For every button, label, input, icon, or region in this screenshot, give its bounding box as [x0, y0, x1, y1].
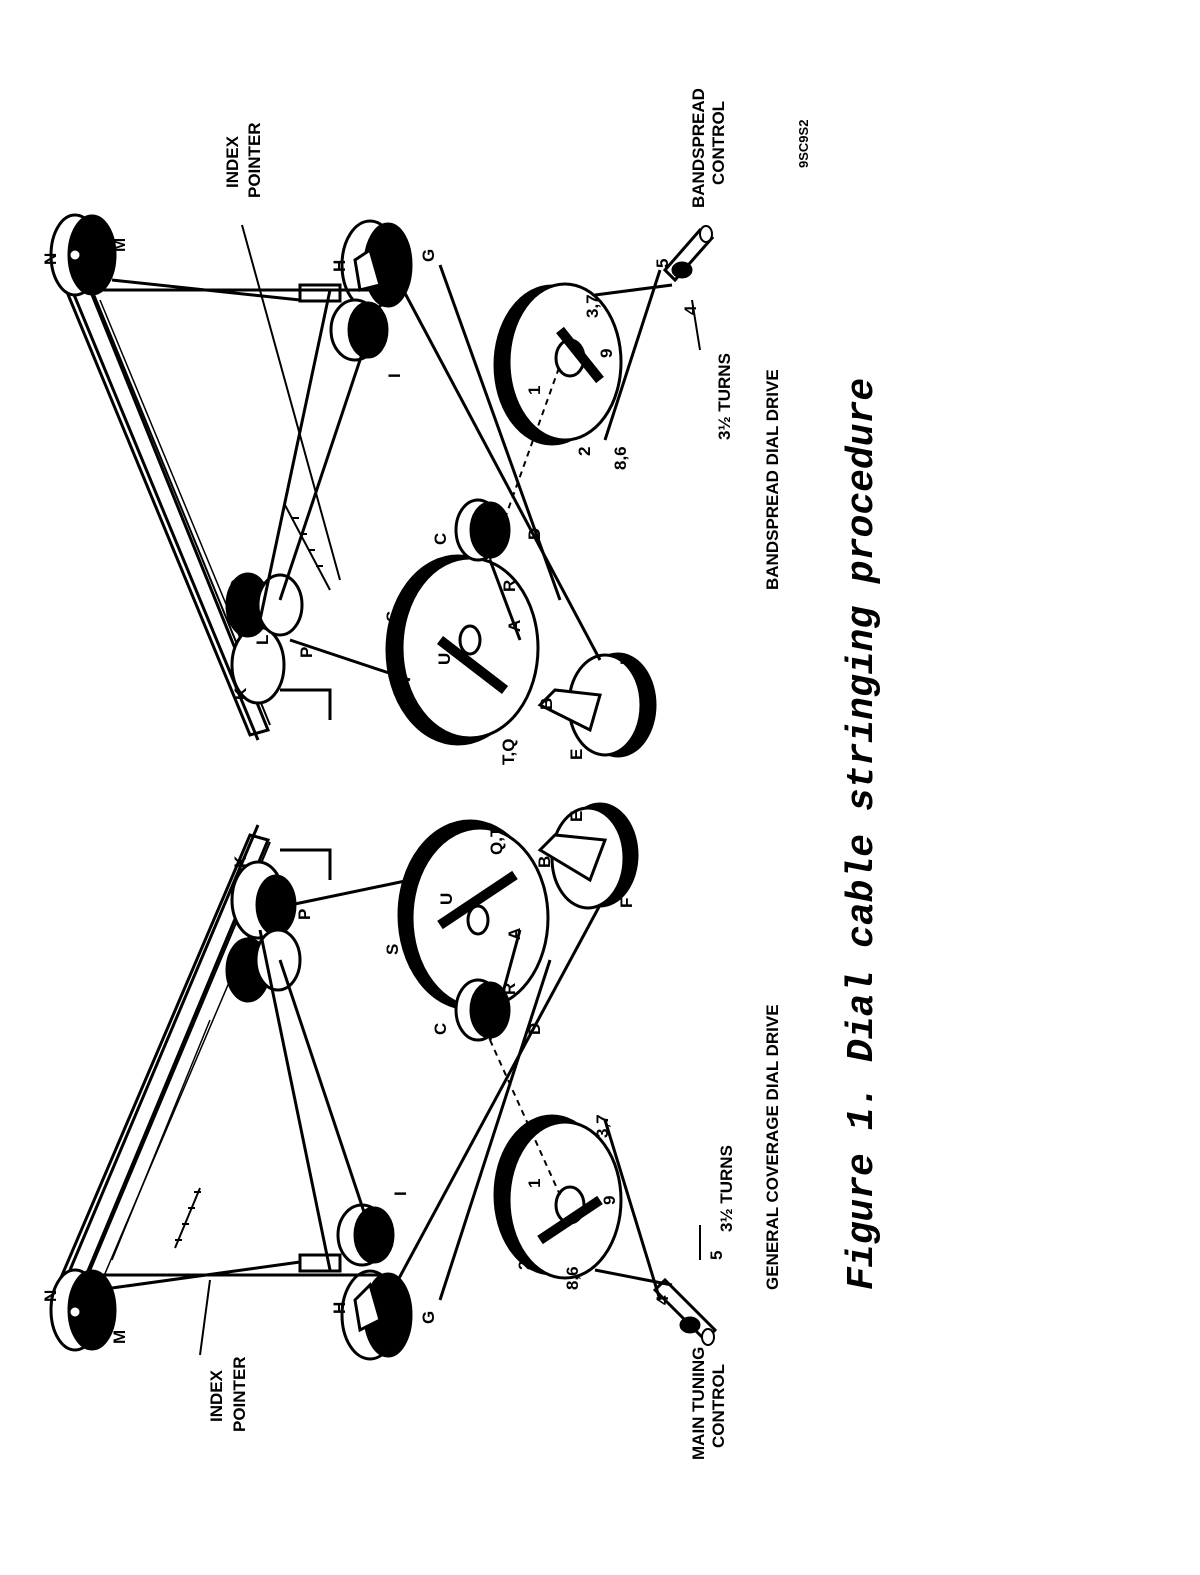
left-pulley-H [300, 1255, 412, 1359]
label-C: C [431, 1022, 450, 1035]
label-4: 4 [653, 1295, 672, 1305]
label-B: B [535, 855, 554, 868]
bandspread-drive [51, 215, 712, 757]
left-diagram-title: GENERAL COVERAGE DIAL DRIVE [763, 1004, 782, 1290]
label-F: F [617, 897, 636, 908]
label-U: U [437, 892, 456, 905]
label-K: K [231, 855, 250, 868]
label-2: 2 [515, 1260, 534, 1270]
label-G-r: G [419, 248, 438, 262]
label-I: I [391, 1191, 410, 1196]
label-86-r: 8,6 [611, 446, 630, 470]
figure-code: 9SC9S2 [796, 119, 811, 168]
label-E-r: E [567, 748, 586, 760]
right-control-1: BANDSPREAD [689, 88, 708, 208]
label-S-r: S [383, 610, 402, 622]
left-control-1: MAIN TUNING [689, 1346, 708, 1460]
label-9: 9 [600, 1195, 619, 1205]
label-P-r: P [297, 646, 316, 658]
left-control-shaft [655, 1280, 715, 1345]
label-37: 3,7 [593, 1114, 612, 1138]
label-TQ-r: T,Q [499, 738, 518, 765]
right-control-shaft [665, 226, 712, 280]
left-index-pointer-1: INDEX [207, 1370, 226, 1422]
label-D: D [525, 1022, 544, 1035]
right-index-pointer-2: POINTER [245, 122, 264, 198]
right-pulley-N [51, 215, 116, 295]
left-pointer-leader [200, 1280, 210, 1355]
left-pulley-N [51, 1270, 116, 1350]
label-L: L [257, 911, 276, 922]
label-C-r: C [431, 532, 450, 545]
right-pulley-C [456, 500, 510, 560]
label-R-r: R [500, 579, 519, 592]
label-J: J [233, 940, 252, 950]
label-I-r: I [385, 373, 404, 378]
label-A-r: A [505, 619, 524, 632]
right-control-2: CONTROL [709, 100, 728, 185]
label-QT: Q,T [487, 826, 506, 855]
label-9-r: 9 [597, 348, 616, 358]
label-J-r: J [227, 612, 246, 622]
label-O-r: O [227, 578, 246, 592]
left-control-2: CONTROL [709, 1363, 728, 1448]
label-L-r: L [253, 634, 272, 645]
right-pulley-H [300, 221, 412, 309]
label-K-r: K [231, 687, 250, 700]
label-H: H [330, 1301, 349, 1314]
right-pulley-E [540, 653, 656, 757]
label-37-r: 3,7 [583, 294, 602, 318]
label-F-r: F [617, 654, 636, 665]
left-index-scale [175, 1188, 201, 1248]
label-1-r: 1 [525, 385, 544, 395]
right-pointer-leader [242, 225, 340, 580]
label-U-r: U [435, 652, 454, 665]
label-A: A [505, 927, 524, 940]
label-D-r: D [525, 527, 544, 540]
label-2-r: 2 [575, 446, 594, 456]
right-diagram-title: BANDSPREAD DIAL DRIVE [763, 369, 782, 590]
right-index-pointer-1: INDEX [223, 136, 242, 188]
right-turns-label: 3½ TURNS [715, 353, 734, 440]
label-4-r: 4 [681, 305, 700, 315]
label-5: 5 [707, 1250, 726, 1260]
label-N-r: N [41, 252, 60, 265]
label-G: G [419, 1310, 438, 1324]
label-E: E [567, 810, 586, 822]
label-M: M [110, 1329, 129, 1344]
label-H-r: H [330, 259, 349, 272]
label-S: S [383, 943, 402, 955]
general-coverage-drive [51, 803, 715, 1359]
label-5-r: 5 [653, 258, 672, 268]
left-turns-label: 3½ TURNS [717, 1145, 736, 1232]
left-index-pointer-2: POINTER [230, 1356, 249, 1432]
label-1: 1 [525, 1178, 544, 1188]
left-pulley-E [540, 803, 638, 908]
label-M-r: M [110, 237, 129, 252]
label-N: N [41, 1289, 60, 1302]
figure-caption: Figure 1. Dial cable stringing procedure [841, 377, 884, 1290]
right-pulley-I [331, 300, 388, 360]
label-86: 8,6 [563, 1266, 582, 1290]
left-pulley-K [226, 850, 330, 1002]
label-R: R [500, 982, 519, 995]
label-B-r: B [537, 697, 556, 710]
label-O: O [235, 964, 254, 978]
label-P: P [295, 908, 314, 920]
